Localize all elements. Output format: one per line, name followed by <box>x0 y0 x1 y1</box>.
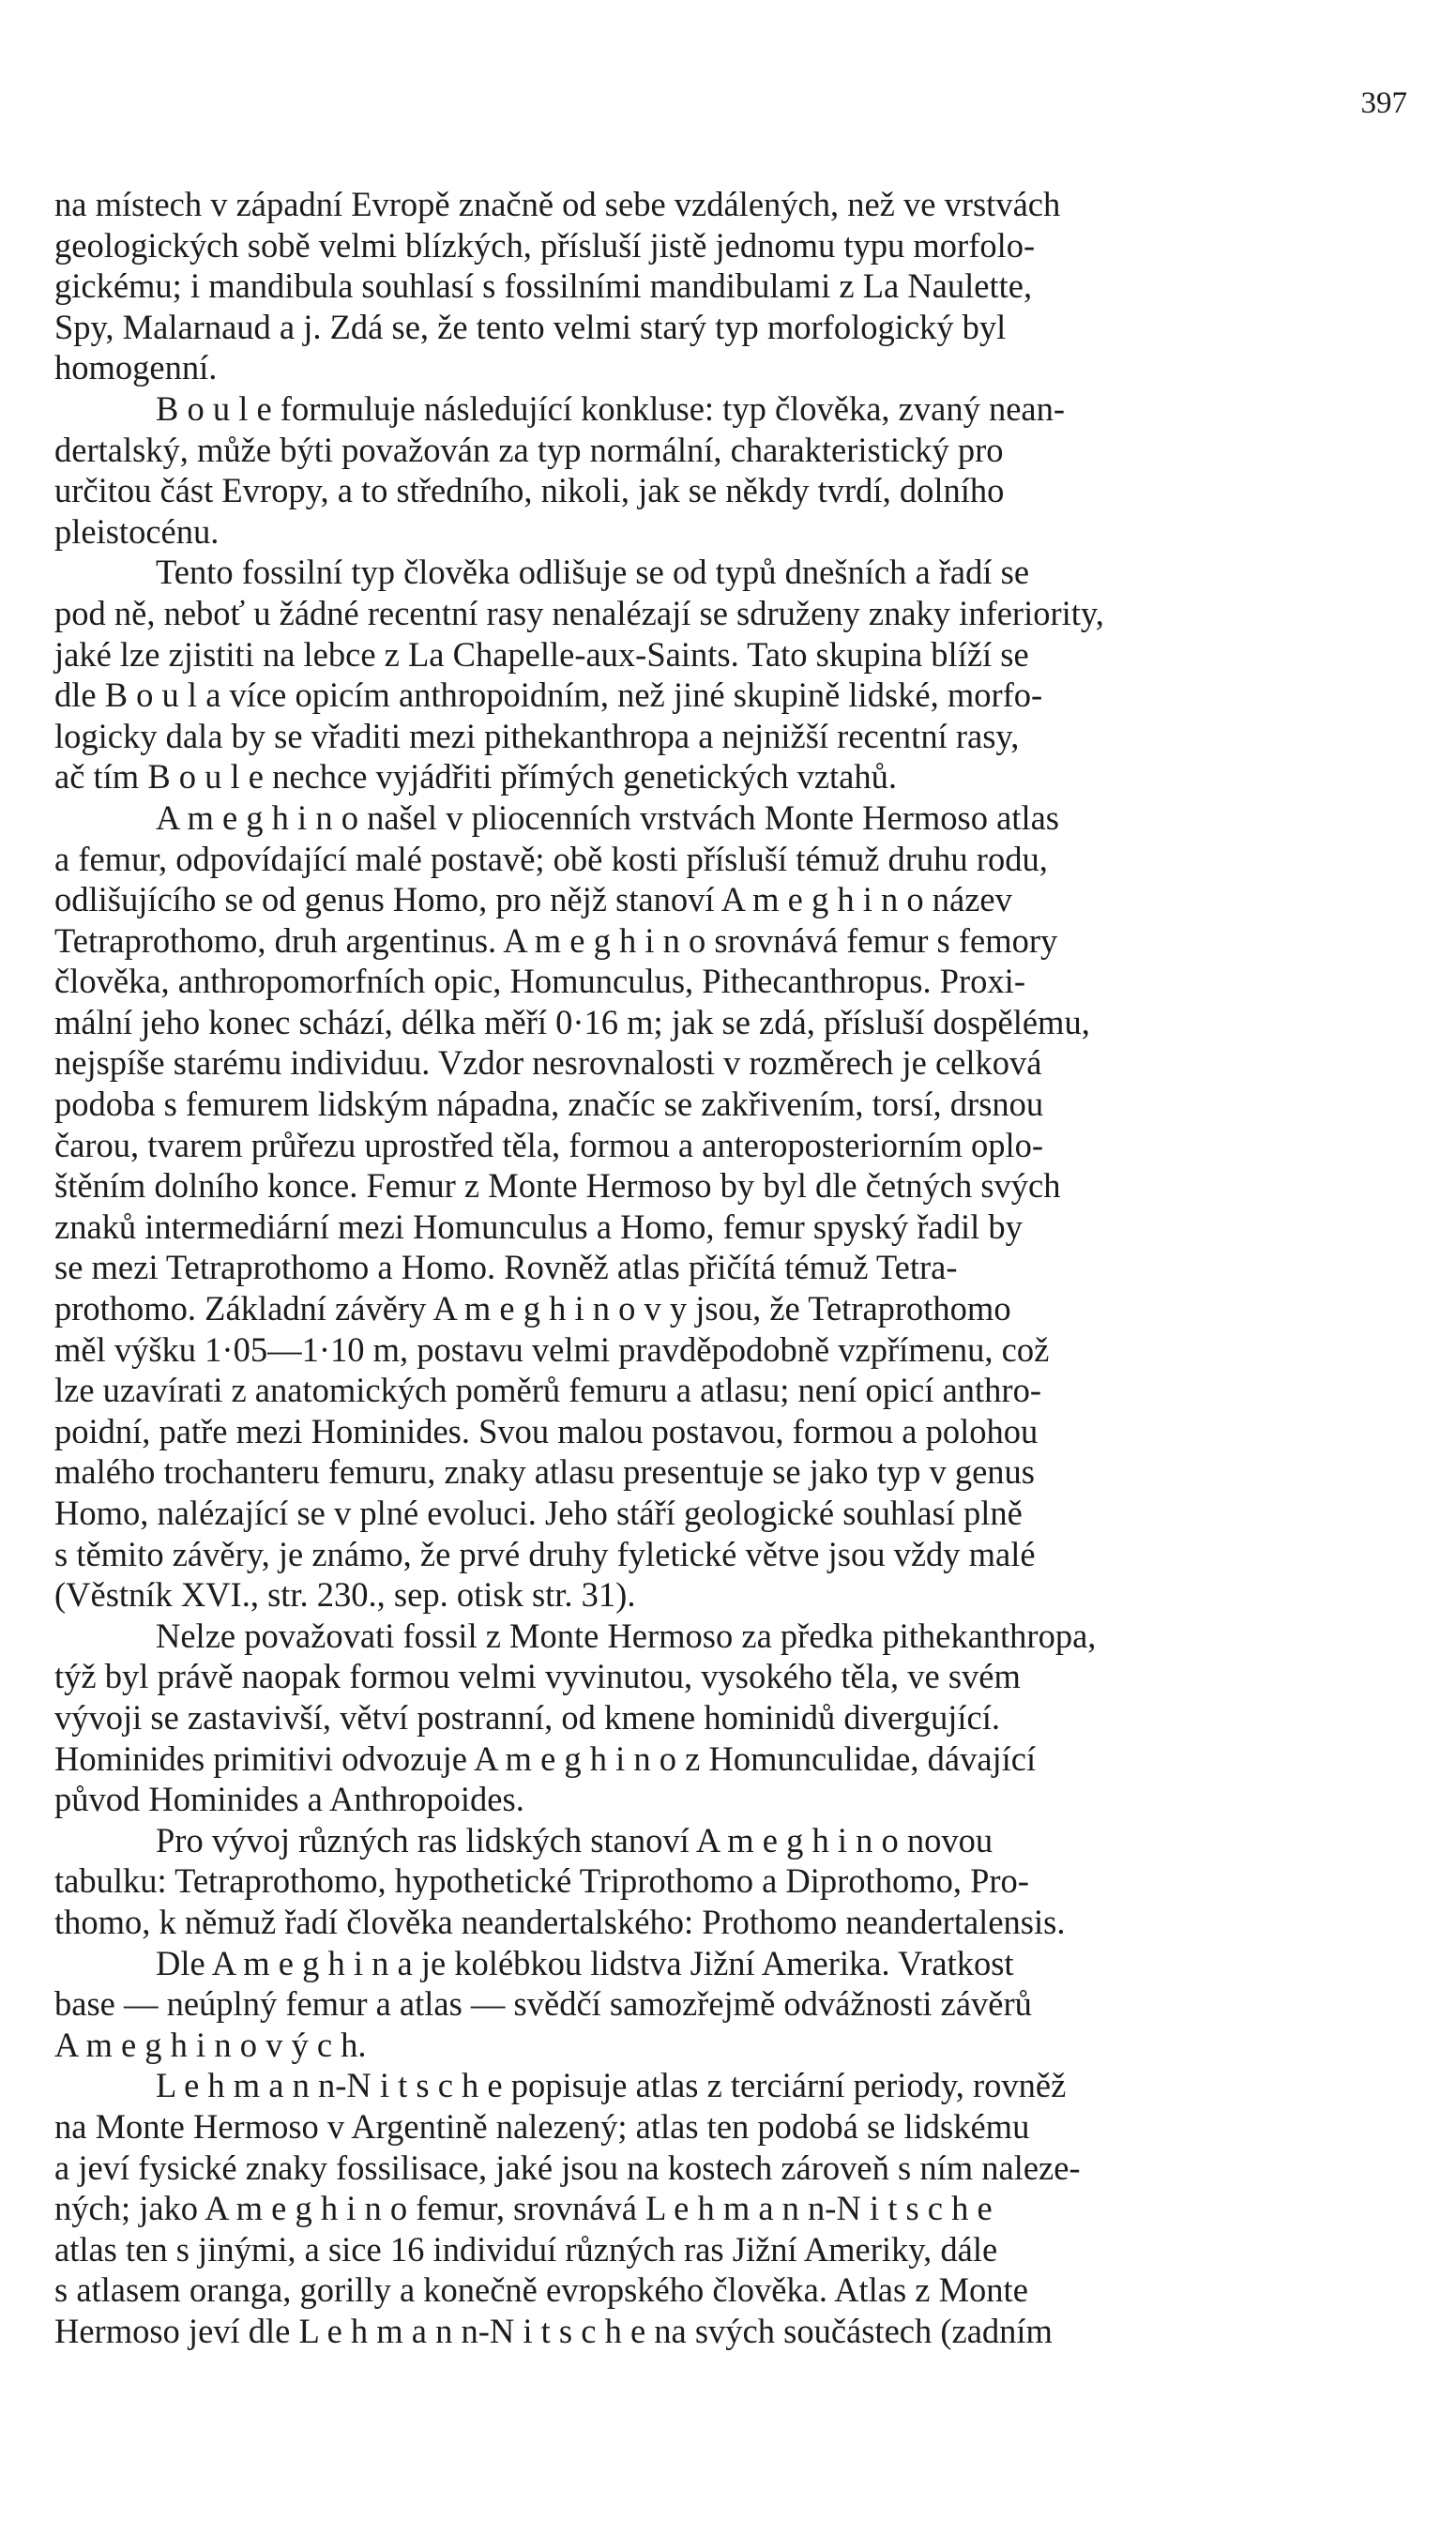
page-number: 397 <box>1360 86 1407 120</box>
paragraph-3: Tento fossilní typ člověka odlišuje se od typů dnešních a řadí se pod ně, neboť u žádné recentní rasy nenalézají se sdruženy znaky inferiority, jaké lze zjistiti na lebce z La Chapelle-aux-Saints. Tato skupina blíží se dle B o u l a více opicím anthropoidním, než jiné skupině lidské, morfo- logicky dala by se vřaditi mezi pithekanthropa a nejnižší recentní rasy, ač tím B o u l e nechce vyjádřiti přímých genetických vztahů. <box>54 553 1104 797</box>
paragraph-6: Pro vývoj různých ras lidských stanoví A m e g h i n o novou tabulku: Tetraprothomo, hypothetické Triprothomo a Diprothomo, Pro- thomo, k němuž řadí člověka neandertalského: Prothomo neandertalensis. <box>54 1820 1066 1941</box>
paragraph-7: Dle A m e g h i n a je kolébkou lidstva Jižní Amerika. Vratkost base — neúplný femur a atlas — svědčí samozřejmě odvážnosti závěrů A m e g h i n o v ý c h. <box>54 1943 1032 2064</box>
body-text <box>54 184 1407 2351</box>
paragraph-1: na místech v západní Evropě značně od sebe vzdálených, než ve vrstvách geologických sobě velmi blízkých, přísluší jistě jednomu typu morfolo- gickému; i mandibula souhlasí s fossilními mandibulami z La Naulette, Spy, Malarnaud a j. Zdá se, že tento velmi starý typ morfologický byl homogenní. <box>54 185 1061 387</box>
paragraph-4: A m e g h i n o našel v pliocenních vrstvách Monte Hermoso atlas a femur, odpovídající malé postavě; obě kosti přísluší témuž druhu rodu, odlišujícího se od genus Homo, pro nějž stanoví A m e g h i n o název Tetraprothomo, druh argentinus. A m e g h i n o srovnává femur s femory člověka, anthropomorfních opic, Homunculus, Pithecanthropus. Proxi- mální jeho konec schází, délka měří 0·16 m; jak se zdá, přísluší dospělému, nejspíše starému individuu. Vzdor nesrovnalosti v rozměrech je celková podoba s femurem lidským nápadna, značíc se zakřivením, torsí, drsnou čarou, tvarem průřezu uprostřed těla, formou a anteroposteriorním oplo- štěním dolního konce. Femur z Monte Hermoso by byl dle četných svých znaků intermediární mezi Homunculus a Homo, femur spyský řadil by se mezi Tetraprothomo a Homo. Rovněž atlas přičítá témuž Tetra- prothomo. Základní závěry A m e g h i n o v y jsou, že Tetraprothomo měl výšku 1·05—1·10 m, postavu velmi pravděpodobně vzpřímenu, což lze uzavírati z anatomických poměrů femuru a atlasu; není opicí anthro- poidní, patře mezi Hominides. Svou malou postavou, formou a polohou malého trochanteru femuru, znaky atlasu presentuje se jako typ v genus Homo, nalézající se v plné evoluci. Jeho stáří geologické souhlasí plně s těmito závěry, je známo, že prvé druhy fyletické větve jsou vždy malé (Věstník XVI., str. 230., sep. otisk str. 31). <box>54 797 1090 1615</box>
paragraph-2: B o u l e formuluje následující konkluse: typ člověka, zvaný nean- dertalský, může býti považován za typ normální, charakteristický pro určitou část Evropy, a to středního, nikoli, jak se někdy tvrdí, dolního pleistocénu. <box>54 388 1066 551</box>
paragraph-8: L e h m a n n-N i t s c h e popisuje atlas z terciární periody, rovněž na Monte Hermoso v Argentině nalezený; atlas ten podobá se lidskému a jeví fysické znaky fossilisace, jaké jsou na kostech zároveň s ním naleze- ných; jako A m e g h i n o femur, srovnává L e h m a n n-N i t s c h e atlas ten s jinými, a sice 16 individuí různých ras Jižní Ameriky, dále s atlasem oranga, gorilly a konečně evropského člověka. Atlas z Monte Hermoso jeví dle L e h m a n n-N i t s c h e na svých součástech (zadním <box>54 2066 1081 2350</box>
paragraph-5: Nelze považovati fossil z Monte Hermoso za předka pithekanthropa, týž byl právě naopak formou velmi vyvinutou, vysokého těla, ve svém vývoji se zastavivší, větví postranní, od kmene hominidů divergující. Hominides primitivi odvozuje A m e g h i n o z Homunculidae, dávající původ Hominides a Anthropoides. <box>54 1616 1097 1819</box>
